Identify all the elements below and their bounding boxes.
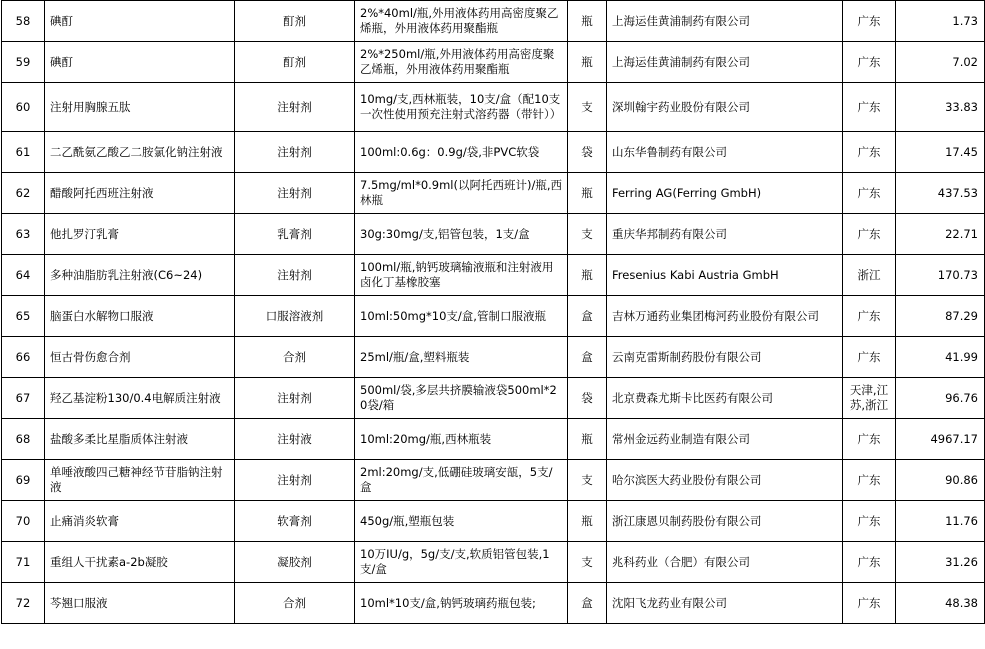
cell-unit: 盒 — [568, 583, 607, 624]
cell-drug-name: 醋酸阿托西班注射液 — [45, 173, 235, 214]
cell-drug-name: 碘酊 — [45, 42, 235, 83]
cell-row-number: 71 — [2, 542, 45, 583]
cell-drug-name: 多种油脂肪乳注射液(C6~24) — [45, 255, 235, 296]
cell-region: 广东 — [843, 214, 896, 255]
table-row — [2, 83, 985, 132]
cell-dosage-form: 合剂 — [235, 583, 355, 624]
cell-row-number: 68 — [2, 419, 45, 460]
cell-unit: 瓶 — [568, 173, 607, 214]
table-row — [2, 583, 985, 624]
cell-price: 22.71 — [896, 214, 985, 255]
cell-row-number: 69 — [2, 460, 45, 501]
table-row — [2, 132, 985, 173]
cell-price: 4967.17 — [896, 419, 985, 460]
cell-dosage-form: 软膏剂 — [235, 501, 355, 542]
cell-region: 天津,江苏,浙江 — [843, 378, 896, 419]
cell-region: 广东 — [843, 337, 896, 378]
cell-row-number: 58 — [2, 1, 45, 42]
cell-manufacturer: 重庆华邦制药有限公司 — [607, 214, 843, 255]
cell-price: 33.83 — [896, 83, 985, 132]
cell-specification: 2%*40ml/瓶,外用液体药用高密度聚乙烯瓶，外用液体药用聚酯瓶 — [355, 1, 568, 42]
cell-dosage-form: 注射剂 — [235, 173, 355, 214]
cell-price: 90.86 — [896, 460, 985, 501]
cell-dosage-form: 合剂 — [235, 337, 355, 378]
cell-region: 广东 — [843, 42, 896, 83]
table-row — [2, 296, 985, 337]
cell-drug-name: 二乙酰氨乙酸乙二胺氯化钠注射液 — [45, 132, 235, 173]
cell-specification: 100ml/瓶,钠钙玻璃输液瓶和注射液用卤化丁基橡胶塞 — [355, 255, 568, 296]
cell-manufacturer: 深圳翰宇药业股份有限公司 — [607, 83, 843, 132]
cell-price: 87.29 — [896, 296, 985, 337]
cell-region: 广东 — [843, 132, 896, 173]
cell-manufacturer: 山东华鲁制药有限公司 — [607, 132, 843, 173]
cell-price: 7.02 — [896, 42, 985, 83]
cell-price: 41.99 — [896, 337, 985, 378]
cell-unit: 支 — [568, 214, 607, 255]
cell-region: 广东 — [843, 460, 896, 501]
cell-row-number: 60 — [2, 83, 45, 132]
cell-drug-name: 单唾液酸四己糖神经节苷脂钠注射液 — [45, 460, 235, 501]
cell-region: 广东 — [843, 542, 896, 583]
cell-price: 170.73 — [896, 255, 985, 296]
cell-manufacturer: 兆科药业（合肥）有限公司 — [607, 542, 843, 583]
cell-manufacturer: 沈阳飞龙药业有限公司 — [607, 583, 843, 624]
drug-price-table — [1, 0, 985, 624]
cell-price: 96.76 — [896, 378, 985, 419]
cell-row-number: 70 — [2, 501, 45, 542]
cell-unit: 瓶 — [568, 419, 607, 460]
table-row — [2, 255, 985, 296]
cell-dosage-form: 凝胶剂 — [235, 542, 355, 583]
cell-unit: 支 — [568, 460, 607, 501]
cell-row-number: 72 — [2, 583, 45, 624]
cell-dosage-form: 口服溶液剂 — [235, 296, 355, 337]
cell-specification: 2%*250ml/瓶,外用液体药用高密度聚乙烯瓶，外用液体药用聚酯瓶 — [355, 42, 568, 83]
table-row — [2, 214, 985, 255]
cell-region: 广东 — [843, 501, 896, 542]
cell-unit: 袋 — [568, 132, 607, 173]
cell-specification: 100ml:0.6g：0.9g/袋,非PVC软袋 — [355, 132, 568, 173]
cell-unit: 支 — [568, 83, 607, 132]
cell-specification: 30g:30mg/支,铝管包装，1支/盒 — [355, 214, 568, 255]
cell-region: 广东 — [843, 1, 896, 42]
table-row — [2, 542, 985, 583]
cell-dosage-form: 注射剂 — [235, 132, 355, 173]
cell-region: 广东 — [843, 583, 896, 624]
cell-drug-name: 羟乙基淀粉130/0.4电解质注射液 — [45, 378, 235, 419]
cell-manufacturer: 常州金远药业制造有限公司 — [607, 419, 843, 460]
cell-unit: 盒 — [568, 296, 607, 337]
table-row — [2, 337, 985, 378]
cell-dosage-form: 注射液 — [235, 419, 355, 460]
cell-row-number: 62 — [2, 173, 45, 214]
cell-price: 11.76 — [896, 501, 985, 542]
cell-manufacturer: 云南克雷斯制药股份有限公司 — [607, 337, 843, 378]
cell-region: 广东 — [843, 173, 896, 214]
cell-region: 广东 — [843, 83, 896, 132]
cell-specification: 10ml:20mg/瓶,西林瓶装 — [355, 419, 568, 460]
cell-price: 17.45 — [896, 132, 985, 173]
table-row — [2, 173, 985, 214]
cell-manufacturer: 吉林万通药业集团梅河药业股份有限公司 — [607, 296, 843, 337]
cell-row-number: 67 — [2, 378, 45, 419]
cell-dosage-form: 注射剂 — [235, 378, 355, 419]
cell-specification: 25ml/瓶/盒,塑料瓶装 — [355, 337, 568, 378]
cell-dosage-form: 注射剂 — [235, 255, 355, 296]
cell-unit: 瓶 — [568, 501, 607, 542]
cell-manufacturer: 上海运佳黄浦制药有限公司 — [607, 42, 843, 83]
cell-unit: 瓶 — [568, 1, 607, 42]
cell-drug-name: 他扎罗汀乳膏 — [45, 214, 235, 255]
cell-unit: 瓶 — [568, 255, 607, 296]
cell-row-number: 63 — [2, 214, 45, 255]
cell-row-number: 65 — [2, 296, 45, 337]
cell-specification: 10ml*10支/盒,钠钙玻璃药瓶包装; — [355, 583, 568, 624]
cell-drug-name: 盐酸多柔比星脂质体注射液 — [45, 419, 235, 460]
cell-drug-name: 脑蛋白水解物口服液 — [45, 296, 235, 337]
cell-drug-name: 芩翘口服液 — [45, 583, 235, 624]
table-row — [2, 460, 985, 501]
cell-row-number: 66 — [2, 337, 45, 378]
cell-manufacturer: 上海运佳黄浦制药有限公司 — [607, 1, 843, 42]
cell-dosage-form: 注射剂 — [235, 460, 355, 501]
cell-drug-name: 重组人干扰素a-2b凝胶 — [45, 542, 235, 583]
cell-unit: 支 — [568, 542, 607, 583]
cell-dosage-form: 酊剂 — [235, 1, 355, 42]
cell-specification: 10ml:50mg*10支/盒,管制口服液瓶 — [355, 296, 568, 337]
cell-unit: 盒 — [568, 337, 607, 378]
cell-price: 48.38 — [896, 583, 985, 624]
table-row — [2, 501, 985, 542]
cell-region: 广东 — [843, 296, 896, 337]
cell-specification: 500ml/袋,多层共挤膜输液袋500ml*20袋/箱 — [355, 378, 568, 419]
cell-drug-name: 注射用胸腺五肽 — [45, 83, 235, 132]
cell-manufacturer: Ferring AG(Ferring GmbH) — [607, 173, 843, 214]
cell-dosage-form: 乳膏剂 — [235, 214, 355, 255]
cell-manufacturer: 哈尔滨医大药业股份有限公司 — [607, 460, 843, 501]
table-row — [2, 42, 985, 83]
cell-price: 1.73 — [896, 1, 985, 42]
cell-dosage-form: 注射剂 — [235, 83, 355, 132]
cell-unit: 袋 — [568, 378, 607, 419]
cell-price: 31.26 — [896, 542, 985, 583]
table-row — [2, 378, 985, 419]
cell-price: 437.53 — [896, 173, 985, 214]
cell-row-number: 61 — [2, 132, 45, 173]
cell-dosage-form: 酊剂 — [235, 42, 355, 83]
table-row — [2, 1, 985, 42]
cell-specification: 10mg/支,西林瓶装，10支/盒（配10支一次性使用预充注射式溶药器（带针）） — [355, 83, 568, 132]
cell-specification: 7.5mg/ml*0.9ml(以阿托西班计)/瓶,西林瓶 — [355, 173, 568, 214]
cell-region: 浙江 — [843, 255, 896, 296]
table-body — [2, 1, 985, 624]
cell-drug-name: 碘酊 — [45, 1, 235, 42]
cell-specification: 450g/瓶,塑瓶包装 — [355, 501, 568, 542]
cell-drug-name: 止痛消炎软膏 — [45, 501, 235, 542]
cell-manufacturer: Fresenius Kabi Austria GmbH — [607, 255, 843, 296]
cell-row-number: 59 — [2, 42, 45, 83]
cell-drug-name: 恒古骨伤愈合剂 — [45, 337, 235, 378]
cell-manufacturer: 北京费森尤斯卡比医药有限公司 — [607, 378, 843, 419]
cell-unit: 瓶 — [568, 42, 607, 83]
cell-manufacturer: 浙江康恩贝制药股份有限公司 — [607, 501, 843, 542]
cell-specification: 2ml:20mg/支,低硼硅玻璃安瓿，5支/盒 — [355, 460, 568, 501]
cell-region: 广东 — [843, 419, 896, 460]
cell-specification: 10万IU/g，5g/支/支,软质铝管包装,1支/盒 — [355, 542, 568, 583]
table-row — [2, 419, 985, 460]
cell-row-number: 64 — [2, 255, 45, 296]
